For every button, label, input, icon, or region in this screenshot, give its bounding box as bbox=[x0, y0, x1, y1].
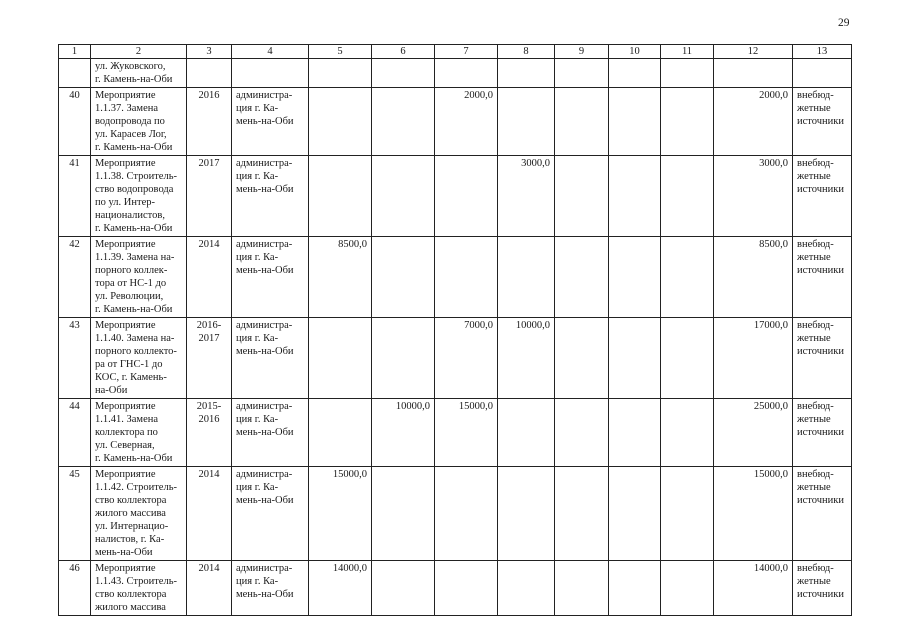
measure-description-line: мень-на-Оби bbox=[95, 547, 153, 558]
executor-cell bbox=[232, 237, 309, 318]
total-cell: 3000,0 bbox=[714, 156, 793, 237]
executor-cell-line: администра- bbox=[236, 239, 293, 250]
funding-source-line: внебюд- bbox=[797, 563, 834, 574]
table-row bbox=[59, 59, 852, 88]
executor-cell bbox=[232, 467, 309, 561]
measure-description-line: г. Камень-на-Оби bbox=[95, 453, 173, 464]
measure-description-line: Мероприятие bbox=[95, 469, 156, 480]
measure-description bbox=[91, 156, 187, 237]
measure-description bbox=[91, 399, 187, 467]
measure-description-line: ул. Революции, bbox=[95, 291, 164, 302]
funding-cell bbox=[372, 156, 435, 237]
column-header: 2 bbox=[91, 45, 187, 59]
table-row bbox=[59, 399, 852, 467]
funding-cell bbox=[309, 399, 372, 467]
measure-description-line: националистов, bbox=[95, 210, 165, 221]
funding-source bbox=[793, 467, 852, 561]
year-cell-line: 2017 bbox=[198, 333, 220, 344]
table-row bbox=[59, 318, 852, 399]
total-cell bbox=[714, 59, 793, 88]
row-number bbox=[59, 59, 91, 88]
funding-cell bbox=[555, 318, 609, 399]
column-header: 11 bbox=[661, 45, 714, 59]
column-header: 3 bbox=[187, 45, 232, 59]
measure-description-line: по ул. Интер- bbox=[95, 197, 155, 208]
funding-cell bbox=[309, 59, 372, 88]
executor-cell-line: мень-на-Оби bbox=[236, 495, 294, 506]
measure-description-line: ство коллектора bbox=[95, 495, 167, 506]
year-cell bbox=[187, 561, 232, 616]
measure-description-line: ул. Карасев Лог, bbox=[95, 129, 167, 140]
funding-cell bbox=[498, 59, 555, 88]
measure-description-line: налистов, г. Ка- bbox=[95, 534, 165, 545]
measure-description-line: Мероприятие bbox=[95, 239, 156, 250]
year-cell bbox=[187, 467, 232, 561]
year-cell-line: 2014 bbox=[198, 239, 220, 250]
funding-source-line: источники bbox=[797, 589, 844, 600]
column-header: 10 bbox=[609, 45, 661, 59]
funding-source-line: жетные bbox=[797, 333, 831, 344]
measure-description-line: жилого массива bbox=[95, 602, 166, 613]
column-header: 8 bbox=[498, 45, 555, 59]
funding-cell bbox=[555, 59, 609, 88]
executor-cell-line: мень-на-Оби bbox=[236, 589, 294, 600]
funding-source-line: жетные bbox=[797, 482, 831, 493]
year-cell-line: 2014 bbox=[198, 563, 220, 574]
table-row bbox=[59, 88, 852, 156]
funding-cell bbox=[372, 561, 435, 616]
funding-cell bbox=[435, 237, 498, 318]
executor-cell-line: администра- bbox=[236, 469, 293, 480]
executor-cell-line: администра- bbox=[236, 90, 293, 101]
funding-cell bbox=[309, 156, 372, 237]
funding-source bbox=[793, 59, 852, 88]
measure-description-line: 1.1.43. Строитель- bbox=[95, 576, 177, 587]
measure-description-line: порного коллек- bbox=[95, 265, 168, 276]
year-cell-line: 2017 bbox=[198, 158, 220, 169]
table-row bbox=[59, 156, 852, 237]
funding-cell bbox=[609, 318, 661, 399]
funding-cell bbox=[555, 156, 609, 237]
funding-cell bbox=[555, 561, 609, 616]
funding-cell bbox=[609, 399, 661, 467]
total-cell: 14000,0 bbox=[714, 561, 793, 616]
funding-cell bbox=[435, 156, 498, 237]
funding-cell bbox=[372, 59, 435, 88]
funding-cell bbox=[661, 59, 714, 88]
executor-cell-line: администра- bbox=[236, 158, 293, 169]
funding-cell: 15000,0 bbox=[435, 399, 498, 467]
funding-cell bbox=[435, 561, 498, 616]
measure-description-line: 1.1.38. Строитель- bbox=[95, 171, 177, 182]
year-cell-line: 2014 bbox=[198, 469, 220, 480]
year-cell bbox=[187, 237, 232, 318]
measure-description-line: Мероприятие bbox=[95, 320, 156, 331]
page-number: 29 bbox=[838, 17, 850, 29]
funding-source-line: внебюд- bbox=[797, 401, 834, 412]
measure-description-line: 1.1.37. Замена bbox=[95, 103, 159, 114]
column-header: 4 bbox=[232, 45, 309, 59]
funding-cell bbox=[661, 237, 714, 318]
measure-description-line: ул. Жуковского, bbox=[95, 61, 166, 72]
funding-cell bbox=[498, 467, 555, 561]
funding-source bbox=[793, 318, 852, 399]
executor-cell-line: ция г. Ка- bbox=[236, 252, 279, 263]
executor-cell-line: ция г. Ка- bbox=[236, 414, 279, 425]
measure-description bbox=[91, 467, 187, 561]
executor-cell-line: мень-на-Оби bbox=[236, 116, 294, 127]
total-cell: 2000,0 bbox=[714, 88, 793, 156]
funding-cell bbox=[309, 318, 372, 399]
year-cell bbox=[187, 399, 232, 467]
executor-cell-line: мень-на-Оби bbox=[236, 265, 294, 276]
funding-source-line: источники bbox=[797, 265, 844, 276]
funding-source-line: жетные bbox=[797, 414, 831, 425]
funding-cell bbox=[498, 399, 555, 467]
funding-cell: 10000,0 bbox=[498, 318, 555, 399]
funding-source-line: внебюд- bbox=[797, 469, 834, 480]
measure-description-line: ство коллектора bbox=[95, 589, 167, 600]
funding-source-line: источники bbox=[797, 184, 844, 195]
measure-description-line: Мероприятие bbox=[95, 158, 156, 169]
year-cell-line: 2015- bbox=[196, 401, 222, 412]
executor-cell-line: администра- bbox=[236, 563, 293, 574]
funding-cell: 8500,0 bbox=[309, 237, 372, 318]
funding-source-line: источники bbox=[797, 116, 844, 127]
measure-description-line: Мероприятие bbox=[95, 90, 156, 101]
funding-cell bbox=[661, 88, 714, 156]
funding-source-line: жетные bbox=[797, 576, 831, 587]
executor-cell-line: администра- bbox=[236, 401, 293, 412]
year-cell bbox=[187, 156, 232, 237]
measure-description-line: г. Камень-на-Оби bbox=[95, 304, 173, 315]
column-header: 12 bbox=[714, 45, 793, 59]
funding-cell bbox=[498, 561, 555, 616]
executor-cell bbox=[232, 88, 309, 156]
measure-description-line: ул. Интернацио- bbox=[95, 521, 169, 532]
row-number: 40 bbox=[59, 88, 91, 156]
funding-cell bbox=[609, 237, 661, 318]
funding-cell: 2000,0 bbox=[435, 88, 498, 156]
funding-cell bbox=[661, 467, 714, 561]
measure-description-line: 1.1.39. Замена на- bbox=[95, 252, 175, 263]
measure-description-line: Мероприятие bbox=[95, 401, 156, 412]
budget-table bbox=[58, 44, 852, 616]
executor-cell-line: администра- bbox=[236, 320, 293, 331]
year-cell bbox=[187, 88, 232, 156]
measure-description-line: КОС, г. Камень- bbox=[95, 372, 167, 383]
measure-description-line: 1.1.42. Строитель- bbox=[95, 482, 177, 493]
funding-cell bbox=[609, 156, 661, 237]
funding-cell bbox=[435, 59, 498, 88]
funding-source-line: жетные bbox=[797, 103, 831, 114]
column-header: 9 bbox=[555, 45, 609, 59]
funding-cell bbox=[309, 88, 372, 156]
measure-description-line: г. Камень-на-Оби bbox=[95, 223, 173, 234]
funding-cell: 7000,0 bbox=[435, 318, 498, 399]
measure-description-line: 1.1.40. Замена на- bbox=[95, 333, 175, 344]
funding-cell bbox=[555, 467, 609, 561]
executor-cell-line: ция г. Ка- bbox=[236, 333, 279, 344]
measure-description bbox=[91, 561, 187, 616]
header-row bbox=[59, 45, 852, 59]
funding-cell bbox=[661, 561, 714, 616]
executor-cell-line: ция г. Ка- bbox=[236, 103, 279, 114]
total-cell: 25000,0 bbox=[714, 399, 793, 467]
funding-cell bbox=[372, 318, 435, 399]
executor-cell-line: ция г. Ка- bbox=[236, 482, 279, 493]
year-cell bbox=[187, 318, 232, 399]
table-row bbox=[59, 561, 852, 616]
funding-cell bbox=[609, 467, 661, 561]
funding-source-line: жетные bbox=[797, 171, 831, 182]
total-cell: 8500,0 bbox=[714, 237, 793, 318]
measure-description bbox=[91, 237, 187, 318]
row-number: 41 bbox=[59, 156, 91, 237]
funding-source bbox=[793, 156, 852, 237]
executor-cell bbox=[232, 561, 309, 616]
executor-cell bbox=[232, 318, 309, 399]
column-header: 5 bbox=[309, 45, 372, 59]
executor-cell bbox=[232, 59, 309, 88]
funding-cell bbox=[498, 237, 555, 318]
row-number: 44 bbox=[59, 399, 91, 467]
funding-source-line: внебюд- bbox=[797, 90, 834, 101]
year-cell-line: 2016- bbox=[196, 320, 222, 331]
funding-source bbox=[793, 88, 852, 156]
measure-description-line: на-Оби bbox=[95, 385, 128, 396]
funding-cell bbox=[609, 88, 661, 156]
funding-source-line: внебюд- bbox=[797, 158, 834, 169]
row-number: 42 bbox=[59, 237, 91, 318]
table-row bbox=[59, 237, 852, 318]
year-cell-line: 2016 bbox=[198, 414, 220, 425]
row-number: 45 bbox=[59, 467, 91, 561]
funding-cell bbox=[555, 88, 609, 156]
funding-cell bbox=[661, 156, 714, 237]
measure-description-line: 1.1.41. Замена bbox=[95, 414, 159, 425]
funding-source-line: источники bbox=[797, 495, 844, 506]
funding-cell bbox=[372, 237, 435, 318]
funding-cell: 10000,0 bbox=[372, 399, 435, 467]
year-cell bbox=[187, 59, 232, 88]
executor-cell-line: ция г. Ка- bbox=[236, 576, 279, 587]
column-header: 7 bbox=[435, 45, 498, 59]
row-number: 46 bbox=[59, 561, 91, 616]
funding-cell: 3000,0 bbox=[498, 156, 555, 237]
funding-cell: 14000,0 bbox=[309, 561, 372, 616]
row-number: 43 bbox=[59, 318, 91, 399]
measure-description-line: коллектора по bbox=[95, 427, 158, 438]
executor-cell bbox=[232, 399, 309, 467]
year-cell-line: 2016 bbox=[198, 90, 220, 101]
total-cell: 15000,0 bbox=[714, 467, 793, 561]
funding-cell bbox=[372, 467, 435, 561]
measure-description bbox=[91, 88, 187, 156]
measure-description-line: г. Камень-на-Оби bbox=[95, 74, 173, 85]
funding-cell bbox=[435, 467, 498, 561]
funding-source-line: жетные bbox=[797, 252, 831, 263]
funding-cell bbox=[609, 59, 661, 88]
funding-source-line: внебюд- bbox=[797, 239, 834, 250]
measure-description-line: жилого массива bbox=[95, 508, 166, 519]
funding-cell bbox=[498, 88, 555, 156]
measure-description-line: ул. Северная, bbox=[95, 440, 155, 451]
executor-cell-line: ция г. Ка- bbox=[236, 171, 279, 182]
funding-cell bbox=[372, 88, 435, 156]
funding-source bbox=[793, 561, 852, 616]
executor-cell-line: мень-на-Оби bbox=[236, 184, 294, 195]
funding-cell bbox=[609, 561, 661, 616]
measure-description-line: ство водопровода bbox=[95, 184, 174, 195]
table-row bbox=[59, 467, 852, 561]
funding-cell bbox=[661, 399, 714, 467]
funding-source-line: источники bbox=[797, 346, 844, 357]
executor-cell bbox=[232, 156, 309, 237]
column-header: 1 bbox=[59, 45, 91, 59]
measure-description bbox=[91, 318, 187, 399]
funding-cell bbox=[555, 399, 609, 467]
funding-source-line: источники bbox=[797, 427, 844, 438]
measure-description bbox=[91, 59, 187, 88]
column-header: 13 bbox=[793, 45, 852, 59]
funding-cell bbox=[555, 237, 609, 318]
funding-cell: 15000,0 bbox=[309, 467, 372, 561]
funding-cell bbox=[661, 318, 714, 399]
measure-description-line: водопровода по bbox=[95, 116, 165, 127]
total-cell: 17000,0 bbox=[714, 318, 793, 399]
executor-cell-line: мень-на-Оби bbox=[236, 346, 294, 357]
executor-cell-line: мень-на-Оби bbox=[236, 427, 294, 438]
measure-description-line: г. Камень-на-Оби bbox=[95, 142, 173, 153]
column-header: 6 bbox=[372, 45, 435, 59]
funding-source bbox=[793, 399, 852, 467]
funding-source-line: внебюд- bbox=[797, 320, 834, 331]
measure-description-line: ра от ГНС-1 до bbox=[95, 359, 163, 370]
measure-description-line: тора от НС-1 до bbox=[95, 278, 167, 289]
funding-source bbox=[793, 237, 852, 318]
measure-description-line: Мероприятие bbox=[95, 563, 156, 574]
measure-description-line: порного коллекто- bbox=[95, 346, 177, 357]
